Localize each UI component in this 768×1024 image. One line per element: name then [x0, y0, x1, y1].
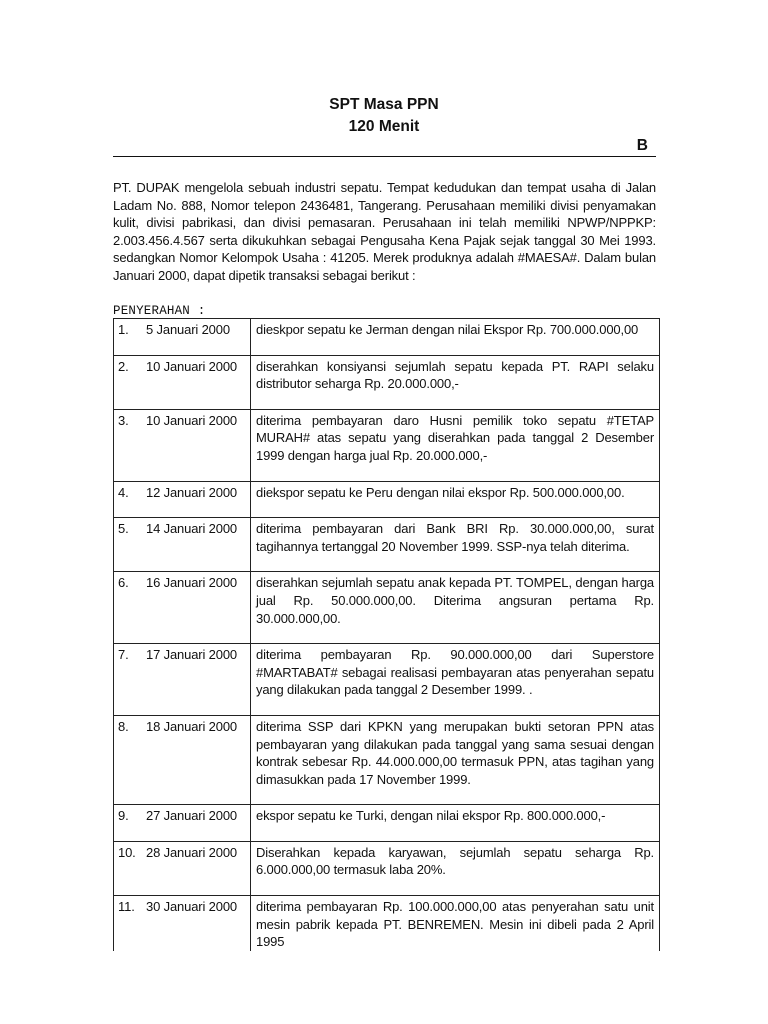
table-row — [114, 896, 660, 951]
description-cell: diterima pembayaran dari Bank BRI Rp. 30.000.000,00, surat tagihannya tertanggal 20 November 1999. SSP-nya telah diterima. — [251, 518, 660, 572]
description-cell: diserahkan sejumlah sepatu anak kepada PT. TOMPEL, dengan harga jual Rp. 50.000.000,00. Diterima angsuran pertama Rp. 30.000.000,00. — [251, 572, 660, 644]
row-date: 27 Januari 2000 — [146, 808, 237, 824]
description-cell: diterima pembayaran Rp. 100.000.000,00 atas penyerahan satu unit mesin pabrik kepada PT. BENREMEN. Mesin ini dibeli pada 2 April 1995 — [251, 896, 660, 951]
transactions-table — [113, 318, 660, 951]
intro-paragraph: PT. DUPAK mengelola sebuah industri sepatu. Tempat kedudukan dan tempat usaha di Jalan Ladam No. 888, Nomor telepon 2436481, Tangerang. Perusahaan memiliki divisi penyamakan kulit, divisi pabrikasi, dan divisi pemasaran. Perusahaan ini telah memiliki NPWP/NPPKP: 2.003.456.4.567 serta dikukuhkan sebagai Pengusaha Kena Pajak sejak tanggal 30 Mei 1993. sedangkan Nomor Kelompok Usaha : 41205. Merek produknya adalah #MAESA#. Dalam bulan Januari 2000, dapat dipetik transaksi sebagai berikut : — [113, 180, 656, 283]
row-number: 7. — [118, 647, 129, 663]
header-divider — [113, 156, 656, 157]
description-cell: ekspor sepatu ke Turki, dengan nilai ekspor Rp. 800.000.000,- — [251, 805, 660, 842]
section-label: PENYERAHAN : — [113, 304, 206, 318]
date-cell — [114, 518, 251, 572]
row-number: 9. — [118, 808, 129, 824]
row-number: 4. — [118, 484, 129, 500]
row-number: 3. — [118, 412, 129, 428]
date-cell — [114, 841, 251, 895]
date-cell — [114, 644, 251, 716]
date-cell — [114, 572, 251, 644]
date-cell — [114, 409, 251, 481]
table-row — [114, 481, 660, 518]
description-cell: diterima pembayaran daro Husni pemilik toko sepatu #TETAP MURAH# atas sepatu yang diserahkan pada tanggal 2 Desember 1999 dengan harga jual Rp. 20.000.000,- — [251, 409, 660, 481]
date-cell — [114, 481, 251, 518]
row-date: 10 Januari 2000 — [146, 412, 237, 428]
table-row — [114, 841, 660, 895]
description-cell: diserahkan konsiyansi sejumlah sepatu kepada PT. RAPI selaku distributor seharga Rp. 20.000.000,- — [251, 355, 660, 409]
table-row — [114, 319, 660, 356]
table-row — [114, 644, 660, 716]
date-cell — [114, 355, 251, 409]
document-subtitle: 120 Menit — [348, 118, 420, 135]
description-cell: Diserahkan kepada karyawan, sejumlah sepatu seharga Rp. 6.000.000,00 termasuk laba 20%. — [251, 841, 660, 895]
date-cell — [114, 319, 251, 356]
row-number: 10. — [118, 844, 136, 860]
date-cell — [114, 715, 251, 804]
row-date: 16 Januari 2000 — [146, 575, 237, 591]
table-row — [114, 518, 660, 572]
row-date: 12 Januari 2000 — [146, 484, 237, 500]
transactions-table-body — [114, 319, 660, 951]
document-title: SPT Masa PPN — [329, 96, 439, 113]
row-date: 28 Januari 2000 — [146, 844, 237, 860]
description-cell: diterima SSP dari KPKN yang merupakan bukti setoran PPN atas pembayaran yang dilakukan pada tanggal yang sama sesuai dengan kontrak sebesar Rp. 44.000.000,00 termasuk PPN, atas tagihan yang dimasukkan pada 17 November 1999. — [251, 715, 660, 804]
description-cell: diterima pembayaran Rp. 90.000.000,00 dari Superstore #MARTABAT# sebagai realisasi pembayaran atas penyerahan sepatu yang dilakukan pada tanggal 2 Desember 1999. . — [251, 644, 660, 716]
row-number: 11. — [118, 899, 135, 915]
exam-code: B — [636, 137, 648, 154]
row-number: 5. — [118, 521, 129, 537]
table-row — [114, 572, 660, 644]
row-number: 8. — [118, 718, 129, 734]
row-date: 30 Januari 2000 — [146, 899, 237, 915]
date-cell — [114, 896, 251, 951]
table-row — [114, 355, 660, 409]
row-date: 10 Januari 2000 — [146, 358, 237, 374]
date-cell — [114, 805, 251, 842]
description-cell: dieskpor sepatu ke Jerman dengan nilai Ekspor Rp. 700.000.000,00 — [251, 319, 660, 356]
table-row — [114, 409, 660, 481]
description-cell: diekspor sepatu ke Peru dengan nilai ekspor Rp. 500.000.000,00. — [251, 481, 660, 518]
table-row — [114, 805, 660, 842]
row-date: 5 Januari 2000 — [146, 322, 230, 337]
row-date: 17 Januari 2000 — [146, 647, 237, 663]
row-date: 18 Januari 2000 — [146, 718, 237, 734]
row-number: 1. — [118, 322, 129, 337]
row-number: 6. — [118, 575, 129, 591]
table-row — [114, 715, 660, 804]
row-date: 14 Januari 2000 — [146, 521, 237, 537]
row-number: 2. — [118, 358, 129, 374]
